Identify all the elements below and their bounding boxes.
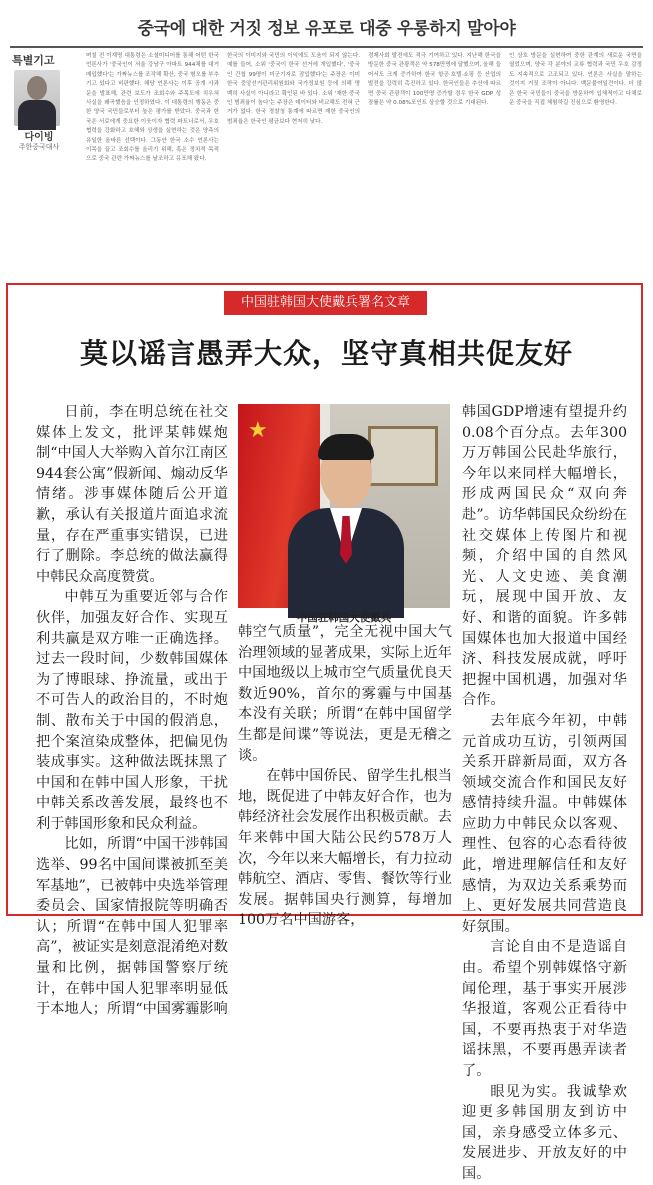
paragraph: 中韩互为重要近邻与合作伙伴，加强友好合作、实现互利共赢是双方唯一正确选择。过去一段时间，少数韩国媒体为了博眼球、挣流量，或出于不可告人的政治目的，不时炮制、散布关于中国的假消息，把个案渲染成整体，把偏见伪装成事实。这种做法既抹黑了中国和在韩中国人形象，干扰中韩关系改善发展，最终也不利于韩国形象和民众利益。 bbox=[36, 589, 228, 832]
korean-headline: 중국에 대한 거짓 정보 유포로 대중 우롱하지 말아야 bbox=[137, 19, 516, 39]
paragraph: 去年底今年初，中韩元首成功互访，引领两国关系开辟新局面，双方各领域交流合作和国民友好感情持续升温。中韩媒体应助力中韩民众以客观、理性、包容的心态看待彼此，增进理解信任和友好感情，为双边关系乘势而上、更好发展共同营造良好氛围。 bbox=[462, 712, 627, 935]
article-column-left bbox=[36, 402, 228, 1018]
korean-column: 며칠 전 이재명 대통령은 소셜미디어를 통해 어떤 한국 언론사가 '중국인이 서울 강남구 아파트 944채를 대거 매입했다'는 가짜뉴스를 조작해 확산, 중국 혐오를 부추기고 있다고 비판했다. 해당 언론사는 이후 공개 사과문을 발표해, 관련 보도가 조회수와 주목도에 치우쳐 사실을 왜곡했음을 인정하였다. 이 대통령의 행동은 중한 양국 국민들로부터 높은 평가를 받았다. 중국과 한국은 서로에게 중요한 이웃이자 협력 파트너로서, 우호 협력을 강화하고 호혜와 상생을 실현하는 것은 양측의 유일한 올바른 선택이다. 그동안 한국 소수 언론사는 이목을 끌고 조회수를 올리기 위해, 혹은 정치적 목적으로 중국 관련 가짜뉴스를 날조하고 유포해 왔다. bbox=[86, 53, 219, 163]
article-title: 莫以谣言愚弄大众，坚守真相共促友好 bbox=[79, 337, 573, 370]
paragraph: 比如，所谓“中国干涉韩国选举、99名中国间谍被抓至美军基地”，已被韩中央选举管理委员会、国家情报院等明确否认；所谓“在韩中国人犯罪率高”，被证实是刻意混淆绝对数量和比例，据韩国警察厅统计，在韩中国人犯罪率明显低于本地人；所谓“中国雾霾影响 bbox=[36, 836, 228, 1018]
star-icon: ★ bbox=[248, 418, 268, 443]
korean-column: 경제사회 발전에도 적극 기여하고 있다. 지난해 한국을 방문한 중국 관광객은 약 578만명에 달했으며, 올해 들어서도 크게 증가하여 한국 항공·호텔·쇼핑 등 산업의 발전을 강력히 촉진하고 있다. 한국인들은 추산에 따르면 중국 관광객이 100만명 증가할 경우 한국 GDP 성장률은 약 0.08%포인트 상승할 것으로 기대된다. bbox=[368, 53, 501, 107]
korean-article-body bbox=[86, 52, 642, 282]
paragraph: 言论自由不是造谣自由。希望个别韩媒恪守新闻伦理，基于事实开展涉华报道，客观公正看待中国，不要再热衷于对华造谣抹黑，不要再愚弄读者了。 bbox=[462, 939, 627, 1079]
wall-painting bbox=[368, 426, 438, 486]
korean-column: 인 상호 방문을 실현하여 중한 관계의 새로운 국면을 열었으며, 양국 각 분야의 교류 협력과 국민 우호 감정도 지속적으로 고조되고 있다. 언론은 사실을 말하는 것이지 거짓 조작이 아니다. 백문불여일견이다. 더 많은 한국 국민들이 중국을 방문하여 입체적이고 다채로운 중국을 직접 체험하길 진심으로 환영한다. bbox=[509, 53, 642, 107]
article-banner: 中国驻韩国大使戴兵署名文章 bbox=[224, 291, 427, 315]
section-label: 특별기고 bbox=[12, 54, 55, 67]
ambassador-photo bbox=[238, 404, 450, 608]
paragraph: 在韩中国侨民、留学生扎根当地，既促进了中韩友好合作，也为韩经济社会发展作出积极贡献。去年来韩中国大陆公民约578万人次，今年以来大幅增长，有力拉动韩航空、酒店、零售、餐饮等行业发展。据韩国央行测算，每增加100万名中国游客， bbox=[238, 768, 452, 929]
paragraph: 眼见为实。我诚挚欢迎更多韩国朋友到访中国，亲身感受立体多元、发展进步、开放友好的中国。 bbox=[462, 1083, 627, 1182]
hair-graphic bbox=[318, 434, 374, 460]
author-photo bbox=[14, 70, 60, 126]
article-column-middle bbox=[238, 622, 452, 929]
korean-column: 한국의 이미지와 국민의 이익에도 도움이 되지 않는다. 예를 들어, 소위 '중국이 한국 선거에 개입했다', '중국인 간첩 99명이 미군기지로 잠입했다'는 주장은 이미 한국 중앙선거관리위원회와 국가정보원 등에 의해 명백히 사실이 아니라고 확인된 바 있다. 소위 '재한 중국인 범죄율이 높다'는 주장은 데이터와 비교해도 전혀 근거가 없다. 한국 경찰청 통계에 따르면 재한 중국인의 범죄율은 한국인 평균보다 현저히 낮다. bbox=[227, 53, 360, 125]
article-column-right bbox=[462, 402, 627, 1182]
author-title: 주한중국대사 bbox=[18, 143, 60, 151]
author-name: 다이빙 bbox=[24, 132, 54, 143]
divider bbox=[10, 46, 643, 48]
paragraph: 韩国GDP增速有望提升约0.08个百分点。去年300万万韩国公民赴华旅行，今年以来同样大幅增长，形成两国民众“双向奔赴”。访华韩国民众纷纷在社交媒体上传图片和视频，介绍中国的自然风光、人文史迹、美食潮玩，展现中国开放、友好、和谐的面貌。许多韩国媒体也加大报道中国经济、科技发展成就，呼吁把握中国机遇，加强对华合作。 bbox=[462, 404, 627, 709]
paragraph: 日前，李在明总统在社交媒体上发文，批评某韩媒炮制“中国人大举购入首尔江南区944套公寓”假新闻、煽动反华情绪。涉事媒体随后公开道歉，承认有关报道片面追求流量，存在严重事实错误，已进行了删除。李总统的做法赢得中韩民众高度赞赏。 bbox=[36, 404, 228, 585]
author-head bbox=[27, 76, 47, 100]
author-body bbox=[18, 100, 56, 130]
photo-caption: 中国驻韩国大使戴兵 bbox=[296, 612, 392, 624]
paragraph: 韩空气质量”，完全无视中国大气治理领域的显著成果，实际上近年中国地级以上城市空气质量优良天数近90%，首尔的雾霾与中国基本没有关联；所谓“在韩中国留学生都是间谍”等说法，更是无稽之谈。 bbox=[238, 624, 452, 764]
